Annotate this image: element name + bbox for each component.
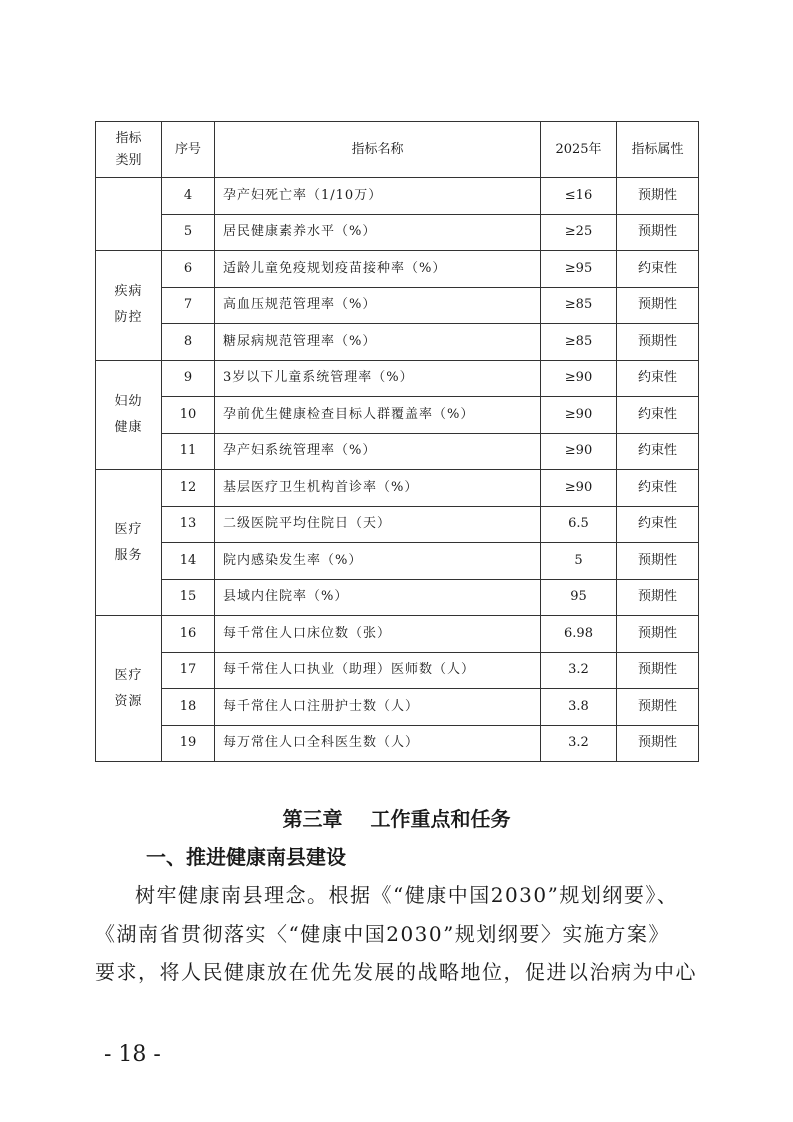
attribute-cell: 预期性 bbox=[617, 214, 699, 251]
paragraph-line: 树牢健康南县理念。根据《“健康中国2030”规划纲要》、 bbox=[135, 883, 679, 907]
target-cell: ≥95 bbox=[541, 251, 617, 288]
target-cell: 95 bbox=[541, 579, 617, 616]
index-cell: 4 bbox=[162, 178, 215, 215]
attribute-cell: 约束性 bbox=[617, 397, 699, 434]
header-category: 指标类别 bbox=[96, 122, 162, 178]
attribute-cell: 预期性 bbox=[617, 543, 699, 580]
indicator-table bbox=[95, 121, 699, 762]
target-cell: 5 bbox=[541, 543, 617, 580]
index-cell: 13 bbox=[162, 506, 215, 543]
header-attribute: 指标属性 bbox=[617, 122, 699, 178]
category-cell: 医疗服务 bbox=[96, 470, 162, 616]
name-cell: 孕产妇死亡率（1/10万） bbox=[215, 178, 541, 215]
index-cell: 6 bbox=[162, 251, 215, 288]
name-cell: 孕前优生健康检查目标人群覆盖率（%） bbox=[215, 397, 541, 434]
index-cell: 17 bbox=[162, 652, 215, 689]
index-cell: 18 bbox=[162, 689, 215, 726]
name-cell: 县域内住院率（%） bbox=[215, 579, 541, 616]
attribute-cell: 预期性 bbox=[617, 725, 699, 762]
category-cell bbox=[96, 178, 162, 251]
name-cell: 基层医疗卫生机构首诊率（%） bbox=[215, 470, 541, 507]
table-row bbox=[96, 178, 699, 215]
chapter-title: 工作重点和任务 bbox=[370, 807, 511, 831]
index-cell: 8 bbox=[162, 324, 215, 361]
table-body bbox=[96, 178, 699, 762]
table-row bbox=[96, 251, 699, 288]
header-target: 2025年 bbox=[541, 122, 617, 178]
name-cell: 院内感染发生率（%） bbox=[215, 543, 541, 580]
target-cell: 6.98 bbox=[541, 616, 617, 653]
table-row bbox=[96, 470, 699, 507]
table-row bbox=[96, 324, 699, 361]
index-cell: 12 bbox=[162, 470, 215, 507]
name-cell: 孕产妇系统管理率（%） bbox=[215, 433, 541, 470]
table-row bbox=[96, 725, 699, 762]
target-cell: ≥90 bbox=[541, 360, 617, 397]
target-cell: ≥85 bbox=[541, 324, 617, 361]
target-cell: ≥90 bbox=[541, 397, 617, 434]
attribute-cell: 预期性 bbox=[617, 287, 699, 324]
attribute-cell: 约束性 bbox=[617, 433, 699, 470]
attribute-cell: 预期性 bbox=[617, 579, 699, 616]
section-heading: 一、推进健康南县建设 bbox=[146, 845, 346, 869]
index-cell: 19 bbox=[162, 725, 215, 762]
index-cell: 7 bbox=[162, 287, 215, 324]
target-cell: 6.5 bbox=[541, 506, 617, 543]
table-row bbox=[96, 433, 699, 470]
attribute-cell: 预期性 bbox=[617, 178, 699, 215]
index-cell: 9 bbox=[162, 360, 215, 397]
target-cell: ≥90 bbox=[541, 470, 617, 507]
table-header-row bbox=[96, 122, 699, 178]
table-row bbox=[96, 543, 699, 580]
table-row bbox=[96, 689, 699, 726]
name-cell: 适龄儿童免疫规划疫苗接种率（%） bbox=[215, 251, 541, 288]
index-cell: 11 bbox=[162, 433, 215, 470]
category-cell: 妇幼健康 bbox=[96, 360, 162, 470]
table-row bbox=[96, 579, 699, 616]
header-name: 指标名称 bbox=[215, 122, 541, 178]
category-cell: 医疗资源 bbox=[96, 616, 162, 762]
attribute-cell: 预期性 bbox=[617, 652, 699, 689]
name-cell: 二级医院平均住院日（天） bbox=[215, 506, 541, 543]
table-row bbox=[96, 287, 699, 324]
attribute-cell: 约束性 bbox=[617, 506, 699, 543]
chapter-number: 第三章 bbox=[282, 807, 343, 831]
header-index: 序号 bbox=[162, 122, 215, 178]
attribute-cell: 预期性 bbox=[617, 324, 699, 361]
attribute-cell: 预期性 bbox=[617, 616, 699, 653]
name-cell: 居民健康素养水平（%） bbox=[215, 214, 541, 251]
table-row bbox=[96, 397, 699, 434]
name-cell: 糖尿病规范管理率（%） bbox=[215, 324, 541, 361]
name-cell: 每万常住人口全科医生数（人） bbox=[215, 725, 541, 762]
index-cell: 15 bbox=[162, 579, 215, 616]
name-cell: 每千常住人口注册护士数（人） bbox=[215, 689, 541, 726]
attribute-cell: 预期性 bbox=[617, 689, 699, 726]
name-cell: 3岁以下儿童系统管理率（%） bbox=[215, 360, 541, 397]
name-cell: 每千常住人口床位数（张） bbox=[215, 616, 541, 653]
paragraph-line: 要求，将人民健康放在优先发展的战略地位，促进以治病为中心 bbox=[95, 960, 697, 984]
name-cell: 高血压规范管理率（%） bbox=[215, 287, 541, 324]
index-cell: 16 bbox=[162, 616, 215, 653]
paragraph-line: 《湖南省贯彻落实〈“健康中国2030”规划纲要〉实施方案》 bbox=[95, 921, 670, 946]
index-cell: 14 bbox=[162, 543, 215, 580]
table-row bbox=[96, 360, 699, 397]
table-row bbox=[96, 506, 699, 543]
attribute-cell: 约束性 bbox=[617, 470, 699, 507]
target-cell: 3.8 bbox=[541, 689, 617, 726]
name-cell: 每千常住人口执业（助理）医师数（人） bbox=[215, 652, 541, 689]
target-cell: 3.2 bbox=[541, 652, 617, 689]
category-cell: 疾病防控 bbox=[96, 251, 162, 361]
index-cell: 10 bbox=[162, 397, 215, 434]
target-cell: ≥25 bbox=[541, 214, 617, 251]
table-row bbox=[96, 616, 699, 653]
target-cell: ≤16 bbox=[541, 178, 617, 215]
attribute-cell: 约束性 bbox=[617, 360, 699, 397]
attribute-cell: 约束性 bbox=[617, 251, 699, 288]
chapter-heading bbox=[0, 803, 793, 832]
target-cell: ≥85 bbox=[541, 287, 617, 324]
target-cell: ≥90 bbox=[541, 433, 617, 470]
target-cell: 3.2 bbox=[541, 725, 617, 762]
table-row bbox=[96, 652, 699, 689]
page-number: - 18 - bbox=[104, 1042, 161, 1067]
table-row bbox=[96, 214, 699, 251]
index-cell: 5 bbox=[162, 214, 215, 251]
body-paragraph bbox=[95, 876, 701, 992]
